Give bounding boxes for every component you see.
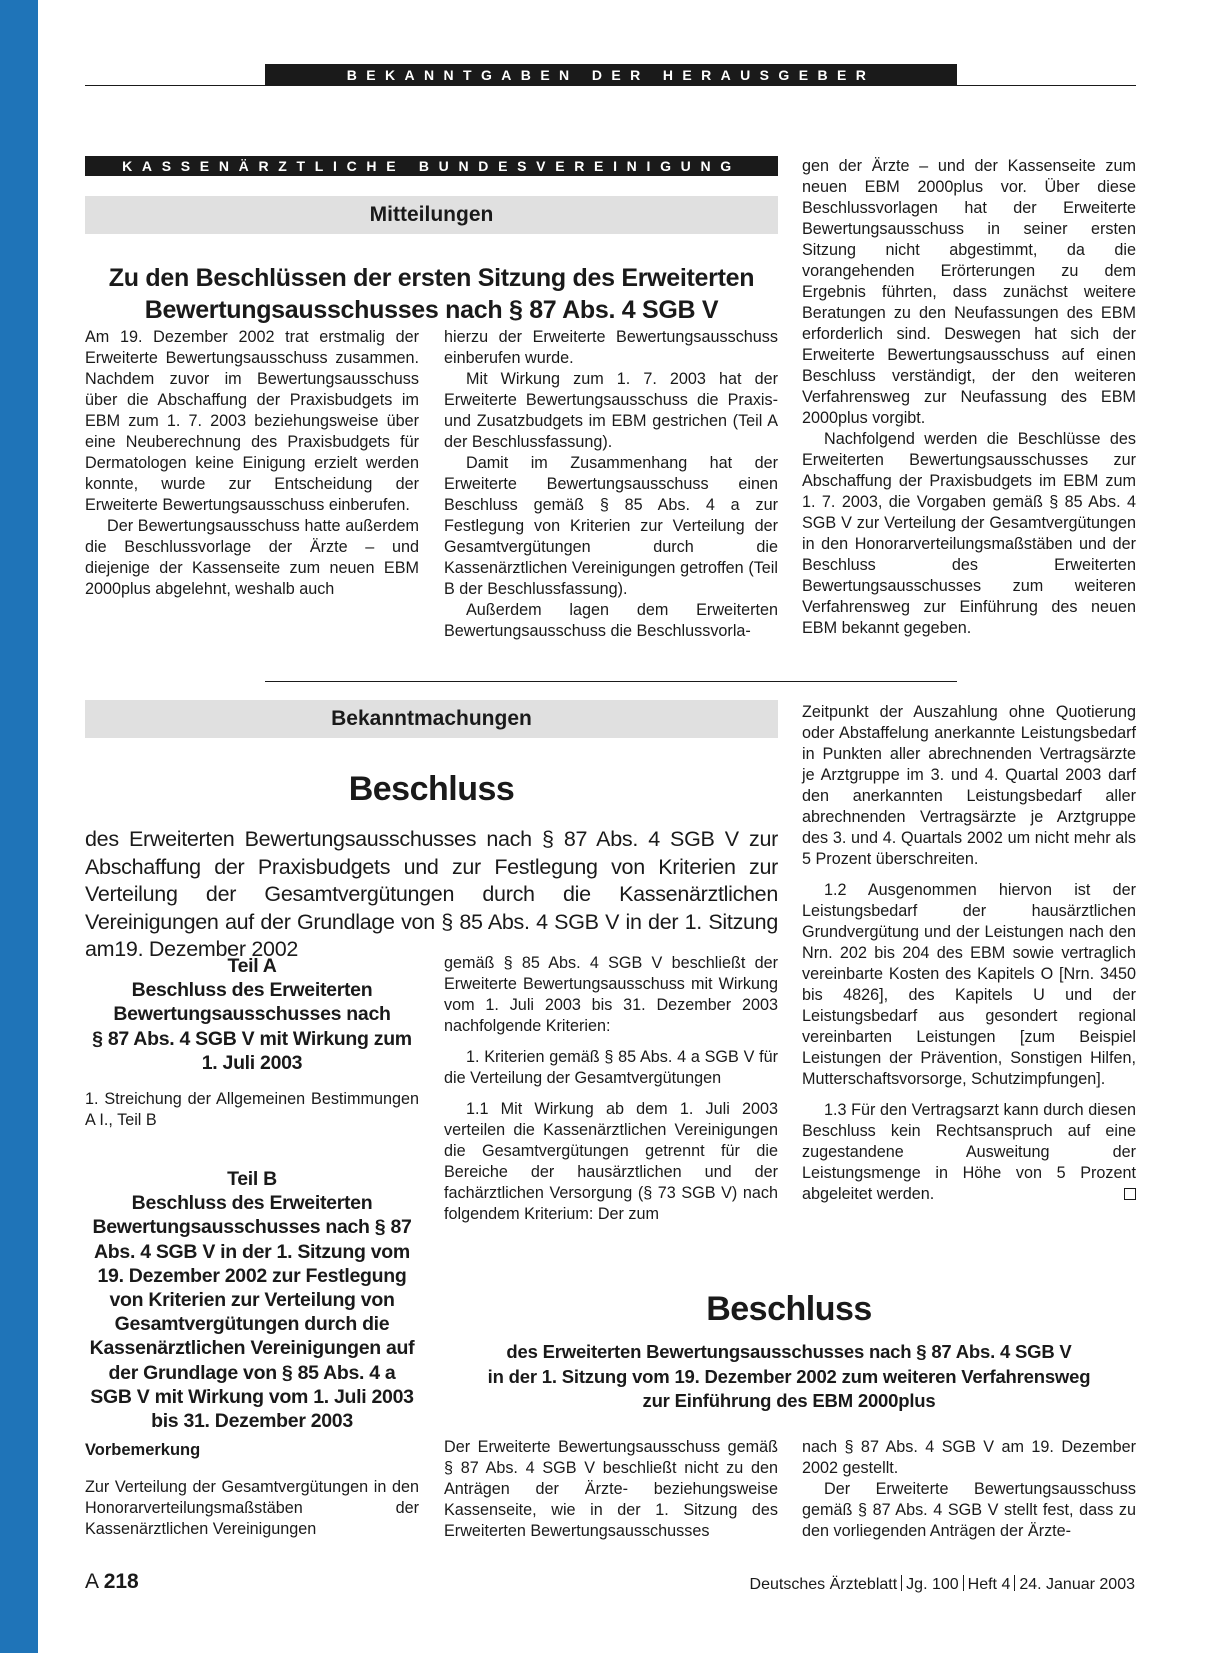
paragraph: Damit im Zusammenhang hat der Erweiterte Bewertungsausschuss einen Beschluss gemäß § 85 Abs. 4 a zur Festlegung von Kriterien zur Verteilung der Gesamtvergütungen durch die Kassenärztlichen Vereinigungen getroffen (Teil B der Beschlussfassung). [444,454,778,598]
heading-line: Teil A [227,955,277,977]
journal-volume: Jg. 100 [906,1576,959,1593]
heading-line: von Kriterien zur Verteilung von [109,1289,395,1312]
heading-line: Teil B [227,1168,277,1190]
paragraph: Außerdem lagen dem Erweiterten Bewertungsausschuss die Beschlussvorla- [444,601,778,640]
paragraph: 1.1 Mit Wirkung ab dem 1. Juli 2003 verteilen die Kassenärztlichen Vereinigungen die Gesamtvergütungen getrennt für die Bereiche der hausärztlichen und der fachärztlichen Versorgung (§ 73 SGB V) nach folgendem Kriterium: Der zum [444,1100,778,1223]
beschluss-2-column-3 [802,1437,1136,1542]
beschluss-2-column-2 [444,1437,778,1542]
journal-issue: Heft 4 [967,1576,1011,1593]
heading-line: Beschluss des Erweiterten [131,979,373,1002]
mitteilungen-column-2 [444,327,778,642]
teil-a-text [85,1089,419,1131]
separator [901,1575,902,1591]
header-rule [85,85,1136,86]
paragraph: nach § 87 Abs. 4 SGB V am 19. Dezember 2002 gestellt. [802,1438,1136,1477]
end-of-article-mark [1124,1188,1136,1200]
teil-b-heading [85,1167,419,1433]
journal-name: Deutsches Ärzteblatt [749,1576,898,1593]
paragraph: 1.2 Ausgenommen hiervon ist der Leistungsbedarf der hausärztlichen Grundvergütung und der Leistungen nach den Nrn. 202 bis 204 des EBM sowie vertraglich vereinbarte Kosten des Kapitels O [Nrn. 3450 bis 4826], des Kapitels U und der Leistungsbedarf aus gesondert regional vereinbarten Leistungen [zum Beispiel Leistungen der Prävention, Sonstigen Hilfen, Mutterschaftsvorsorge, Schutzimpfungen]. [802,881,1136,1088]
heading-line: § 87 Abs. 4 SGB V mit Wirkung zum [92,1027,412,1050]
separator [1014,1575,1015,1591]
journal-date: 24. Januar 2003 [1019,1576,1135,1593]
paragraph: Der Erweiterte Bewertungsausschuss gemäß § 87 Abs. 4 SGB V beschließt nicht zu den Anträgen der Ärzte- beziehungsweise Kassenseite, wie in der 1. Sitzung des Erweiterten Bewertungsausschusses [444,1438,778,1540]
paragraph-text: 1.3 Für den Vertragsarzt kann durch diesen Beschluss kein Rechtsanspruch auf eine zugestandene Ausweitung der Leistungsmenge in Höhe von 5 Prozent abgeleitet werden. [802,1101,1136,1203]
heading-line: Beschluss des Erweiterten [131,1192,373,1215]
heading-line: Kassenärztlichen Vereinigungen auf [89,1337,415,1360]
header-banner: BEKANNTGABEN DER HERAUSGEBER [265,64,957,86]
paragraph: 1. Kriterien gemäß § 85 Abs. 4 a SGB V für die Verteilung der Gesamtvergütungen [444,1048,778,1087]
heading-line: der Grundlage von § 85 Abs. 4 a [108,1361,396,1384]
page-prefix: A [85,1570,98,1593]
mitteilungen-heading: Mitteilungen [85,196,778,234]
subtitle-line: in der 1. Sitzung vom 19. Dezember 2002 zum weiteren Verfahrensweg [487,1365,1091,1387]
beschluss-1-lead: des Erweiterten Bewertungsausschusses nach § 87 Abs. 4 SGB V zur Abschaffung der Praxisbudgets und zur Festlegung von Kriterien zur Verteilung der Gesamtvergütungen durch die Kassenärztlichen Vereinigungen auf der Grundlage von § 85 Abs. 4 SGB V in der 1. Sitzung am19. Dezember 2002 [85,827,778,961]
paragraph: Der Bewertungsausschuss hatte außerdem die Beschlussvorlage der Ärzte – und diejenige der Kassenseite zum neuen EBM 2000plus abgelehnt, weshalb auch [85,517,419,598]
teil-a-heading [85,954,419,1075]
left-color-stripe [0,0,38,1653]
paragraph: Der Erweiterte Bewertungsausschuss gemäß § 87 Abs. 4 SGB V stellt fest, dass zu den vorliegenden Anträgen der Ärzte- [802,1480,1136,1540]
paragraph: gen der Ärzte – und der Kassenseite zum neuen EBM 2000plus vor. Über diese Beschlussvorlagen hat der Erweiterte Bewertungsausschuss in seiner ersten Sitzung nicht abgestimmt, da die vorangehenden Erörterungen zu dem Ergebnis führten, dass zunächst weitere Beratungen zu den Neufassungen des EBM erforderlich sind. Deswegen hat sich der Erweiterte Bewertungsausschuss auf einen Beschluss verständigt, der den weiteren Verfahrensweg zur Neufassung des EBM 2000plus vorgibt. [802,157,1136,427]
heading-line: Gesamtvergütungen durch die [114,1313,390,1336]
subtitle-line: des Erweiterten Bewertungsausschusses nach § 87 Abs. 4 SGB V [506,1341,1072,1362]
paragraph: Zur Verteilung der Gesamtvergütungen in den Honorarverteilungsmaßstäben der Kassenärztlichen Vereinigungen [85,1478,419,1538]
beschluss-2-title: Beschluss [706,1290,872,1328]
heading-line: SGB V mit Wirkung vom 1. Juli 2003 [90,1385,414,1408]
paragraph: 1. Streichung der Allgemeinen Bestimmungen A I., Teil B [85,1090,419,1129]
paragraph: Nachfolgend werden die Beschlüsse des Erweiterten Bewertungsausschusses zur Abschaffung der Praxisbudgets im EBM zum 1. 7. 2003, die Vorgaben gemäß § 85 Abs. 4 SGB V zur Verteilung der Gesamtvergütungen in den Honorarverteilungsmaßstäben und der Beschluss des Erweiterten Bewertungsausschusses zum weiteren Verfahrensweg zur Einführung des neuen EBM bekannt gegeben. [802,430,1136,637]
subtitle-line: zur Einführung des EBM 2000plus [642,1390,936,1411]
beschluss-1-title: Beschluss [348,770,515,808]
paragraph [802,1100,1136,1205]
paragraph: gemäß § 85 Abs. 4 SGB V beschließt der Erweiterte Bewertungsausschuss mit Wirkung vom 1. Juli 2003 bis 31. Dezember 2003 nachfolgende Kriterien: [444,954,778,1035]
mitteilungen-column-1 [85,327,419,600]
article-title [85,262,778,326]
bekanntmachungen-heading: Bekanntmachungen [85,700,778,738]
section-divider [265,681,957,682]
beschluss-1-column-3 [802,702,1136,1205]
heading-line: Abs. 4 SGB V in der 1. Sitzung vom [94,1240,410,1263]
vorbemerkung-text [85,1477,419,1540]
beschluss-2-subtitle [444,1340,1134,1414]
article-title-line: Zu den Beschlüssen der ersten Sitzung des Erweiterten [108,264,755,292]
separator [963,1575,964,1591]
journal-info [750,1575,1135,1594]
page-number [85,1570,139,1594]
mitteilungen-column-3 [802,156,1136,639]
heading-line: 1. Juli 2003 [201,1051,303,1074]
article-title-line: Bewertungsausschusses nach § 87 Abs. 4 SGB V [144,296,719,324]
vorbemerkung-heading: Vorbemerkung [85,1441,201,1459]
paragraph: Mit Wirkung zum 1. 7. 2003 hat der Erweiterte Bewertungsausschuss die Praxis- und Zusatzbudgets im EBM gestrichen (Teil A der Beschlussfassung). [444,370,778,451]
heading-line: Bewertungsausschusses nach § 87 [92,1216,412,1239]
heading-line: Bewertungsausschusses nach [113,1003,391,1026]
heading-line: 19. Dezember 2002 zur Festlegung [97,1264,407,1287]
beschluss-1-column-2 [444,953,778,1225]
page-number-value: 218 [103,1570,139,1593]
section-banner: KASSENÄRZTLICHE BUNDESVEREINIGUNG [85,156,778,176]
paragraph: hierzu der Erweiterte Bewertungsausschuss einberufen wurde. [444,328,778,367]
paragraph: Am 19. Dezember 2002 trat erstmalig der Erweiterte Bewertungsausschuss zusammen. Nachdem zuvor im Bewertungsausschuss über die Abschaffung der Praxisbudgets im EBM zum 1. 7. 2003 beziehungsweise über eine Neuberechnung des Praxisbudgets für Dermatologen keine Einigung erzielt werden konnte, wurde zur Entscheidung der Erweiterte Bewertungsausschuss einberufen. [85,328,419,514]
heading-line: bis 31. Dezember 2003 [151,1410,353,1433]
paragraph: Zeitpunkt der Auszahlung ohne Quotierung oder Abstaffelung anerkannte Leistungsbedarf in Punkten aller abrechnenden Vertragsärzte je Arztgruppe im 3. und 4. Quartal 2003 darf den anerkannten Leistungsbedarf aller abrechnenden Vertragsärzte je Arztgruppe des 3. und 4. Quartals 2002 um nicht mehr als 5 Prozent überschreiten. [802,703,1136,868]
